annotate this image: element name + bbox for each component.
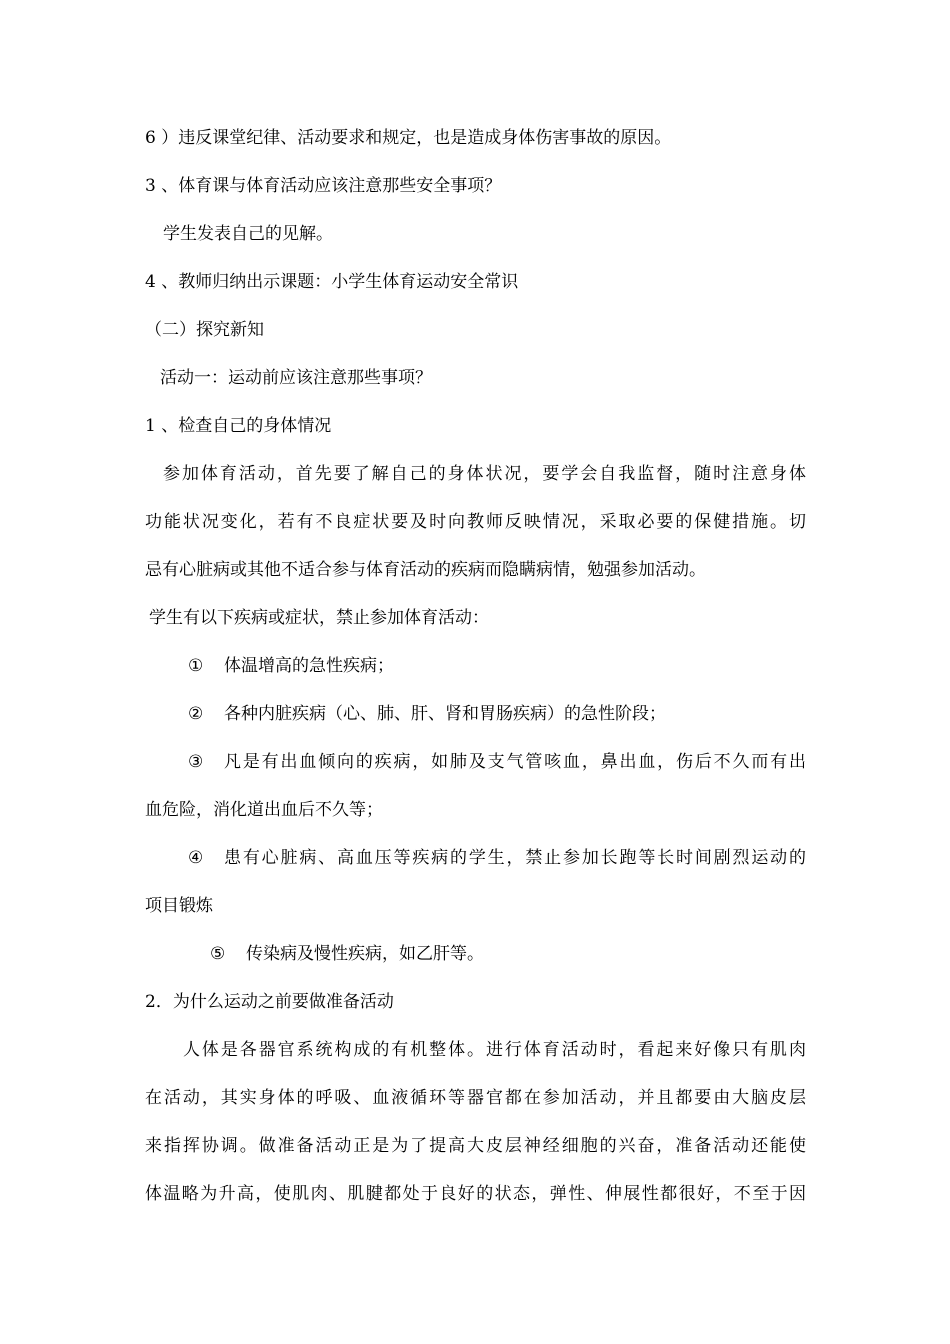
paragraph-line: 体温略为升高，使肌肉、肌腱都处于良好的状态，弹性、伸展性都很好，不至于因 [145,1184,806,1204]
list-item [188,750,806,774]
list-item [188,654,394,678]
text-line: 学生有以下疾病或症状，禁止参加体育活动： [149,608,489,628]
paragraph-line: 功能状况变化，若有不良症状要及时向教师反映情况，采取必要的保健措施。切 [145,512,806,532]
text-line: 6 ）违反课堂纪律、活动要求和规定，也是造成身体伤害事故的原因。 [145,128,672,148]
list-marker: ③ [188,752,204,772]
list-marker: ② [188,704,204,724]
list-marker: ① [188,656,204,676]
paragraph-line: 来指挥协调。做准备活动正是为了提高大皮层神经细胞的兴奋，准备活动还能使 [145,1136,806,1156]
list-item-continuation: 血危险，消化道出血后不久等； [145,800,383,820]
text-line: 学生发表自己的见解。 [163,224,333,244]
list-item-continuation: 项目锻炼 [145,896,213,916]
paragraph-line: 忌有心脏病或其他不适合参与体育活动的疾病而隐瞒病情，勉强参加活动。 [145,560,706,580]
activity-heading: 活动一：运动前应该注意那些事项？ [160,368,432,388]
sub-heading-1: 1 、检查自己的身体情况 [145,416,332,436]
heading-4: 4 、教师归纳出示课题：小学生体育运动安全常识 [145,272,519,292]
paragraph-line: 人体是各器官系统构成的有机整体。进行体育活动时，看起来好像只有肌肉 [183,1040,806,1060]
list-item [188,702,666,726]
paragraph-line: 参加体育活动，首先要了解自己的身体状况，要学会自我监督，随时注意身体 [163,464,806,484]
list-marker: ④ [188,848,204,868]
list-item-text: 各种内脏疾病（心、肺、肝、肾和胃肠疾病）的急性阶段； [224,704,666,724]
list-item [188,846,806,870]
section-heading: （二）探究新知 [145,320,264,340]
paragraph-line: 在活动，其实身体的呼吸、血液循环等器官都在参加活动，并且都要由大脑皮层 [145,1088,806,1108]
sub-heading-2: 2．为什么运动之前要做准备活动 [145,992,394,1012]
list-item-text: 传染病及慢性疾病，如乙肝等。 [246,944,484,964]
list-item-text: 体温增高的急性疾病； [224,656,394,676]
list-item-text: 患有心脏病、高血压等疾病的学生，禁止参加长跑等长时间剧烈运动的 [224,848,806,868]
list-item [210,942,484,966]
list-item-text: 凡是有出血倾向的疾病，如肺及支气管咳血，鼻出血，伤后不久而有出 [224,752,806,772]
heading-3: 3 、体育课与体育活动应该注意那些安全事项？ [145,176,502,196]
list-marker: ⑤ [210,944,226,964]
